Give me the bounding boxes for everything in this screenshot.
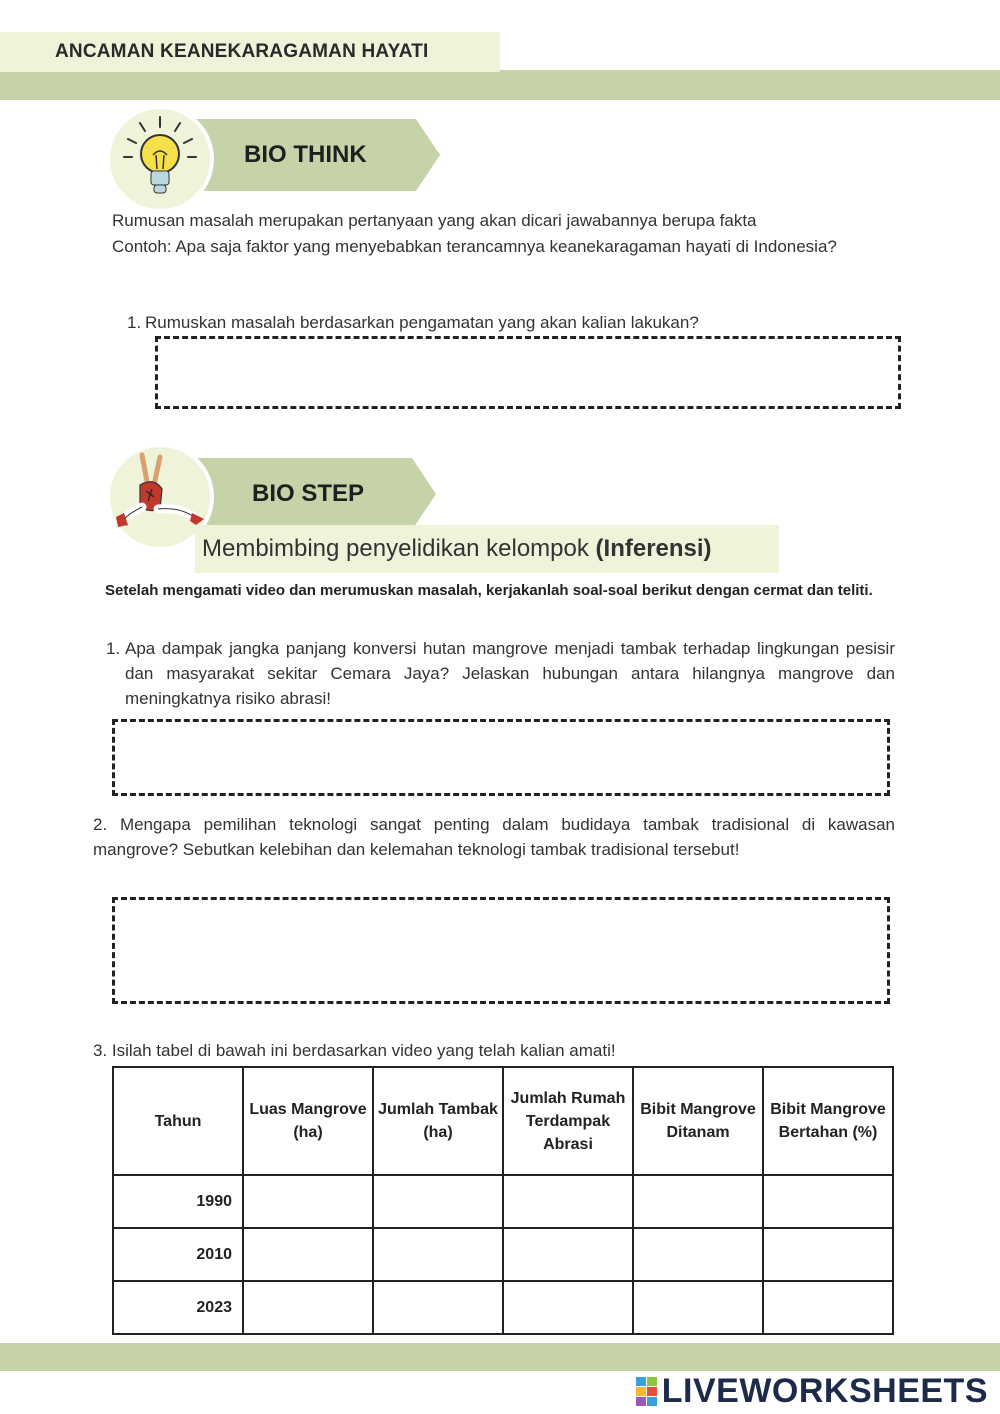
q3-text: 3. Isilah tabel di bawah ini berdasarkan video yang telah kalian amati!: [93, 1041, 616, 1060]
bio-step-subtitle: [202, 535, 712, 563]
q2-answer-box[interactable]: [112, 897, 890, 1004]
header-bibit-ditanam: Bibit Mangrove Ditanam: [633, 1067, 763, 1175]
year-cell: 1990: [113, 1175, 243, 1228]
think-answer-box[interactable]: [155, 336, 901, 409]
intro-definition: Rumusan masalah merupakan pertanyaan yang akan dicari jawabannya berupa fakta: [112, 211, 757, 230]
year-cell: 2010: [113, 1228, 243, 1281]
brand-text: LIVEWORKSHEETS: [661, 1372, 988, 1410]
subtitle-bold: (Inferensi): [595, 535, 712, 562]
q1-number: 1.: [106, 639, 121, 658]
intro-example: Contoh: Apa saja faktor yang menyebabkan terancamnya keanekaragaman hayati di Indonesia?: [112, 237, 837, 256]
q1-text: Apa dampak jangka panjang konversi hutan mangrove menjadi tambak terhadap lingkungan pesisir dan masyarakat sekitar Cemara Jaya? Jelaskan hubungan antara hilangnya mangrove dan meningkatnya risiko abrasi!: [125, 639, 895, 708]
input-cell[interactable]: [503, 1228, 633, 1281]
lightbulb-badge: [106, 105, 214, 213]
subtitle-text: Membimbing penyelidikan kelompok: [202, 535, 596, 562]
think-question: Rumuskan masalah berdasarkan pengamatan yang akan kalian lakukan?: [145, 313, 699, 332]
bio-step-title: BIO STEP: [252, 480, 365, 507]
input-cell[interactable]: [763, 1228, 893, 1281]
year-cell: 2023: [113, 1281, 243, 1334]
input-cell[interactable]: [373, 1281, 503, 1334]
header-band: [0, 70, 1000, 100]
input-cell[interactable]: [763, 1175, 893, 1228]
header-rumah-terdampak: Jumlah Rumah Terdampak Abrasi: [503, 1067, 633, 1175]
input-cell[interactable]: [633, 1175, 763, 1228]
q2-text: 2. Mengapa pemilihan teknologi sangat penting dalam budidaya tambak tradisional di kawasan mangrove? Sebutkan kelebihan dan kelemahan teknologi tambak tradisional tersebut!: [93, 815, 895, 859]
header-jumlah-tambak: Jumlah Tambak (ha): [373, 1067, 503, 1175]
input-cell[interactable]: [633, 1281, 763, 1334]
input-cell[interactable]: [373, 1228, 503, 1281]
liveworksheets-logo-icon: [636, 1377, 658, 1407]
input-cell[interactable]: [503, 1281, 633, 1334]
bio-step-banner: [196, 458, 436, 530]
input-cell[interactable]: [243, 1228, 373, 1281]
input-cell[interactable]: [373, 1175, 503, 1228]
lightbulb-icon: [110, 109, 210, 209]
input-cell[interactable]: [243, 1175, 373, 1228]
input-cell[interactable]: [763, 1281, 893, 1334]
input-cell[interactable]: [503, 1175, 633, 1228]
footer-band: [0, 1343, 1000, 1371]
table-row: [113, 1281, 893, 1334]
input-cell[interactable]: [633, 1228, 763, 1281]
header-luas-mangrove: Luas Mangrove (ha): [243, 1067, 373, 1175]
table-header-row: [113, 1067, 893, 1175]
input-cell[interactable]: [243, 1281, 373, 1334]
header-tahun: Tahun: [113, 1067, 243, 1175]
bio-think-title: BIO THINK: [244, 141, 367, 168]
step-instruction: Setelah mengamati video dan merumuskan masalah, kerjakanlah soal-soal berikut dengan cermat dan teliti.: [105, 582, 873, 599]
table-row: [113, 1228, 893, 1281]
think-question-number: 1.: [127, 313, 142, 332]
header-bibit-bertahan: Bibit Mangrove Bertahan (%): [763, 1067, 893, 1175]
page-title: ANCAMAN KEANEKARAGAMAN HAYATI: [55, 41, 429, 62]
table-row: [113, 1175, 893, 1228]
data-table: [112, 1066, 894, 1335]
brand-logo: [636, 1372, 988, 1411]
q1-answer-box[interactable]: [112, 719, 890, 796]
bio-think-banner: [196, 119, 440, 191]
